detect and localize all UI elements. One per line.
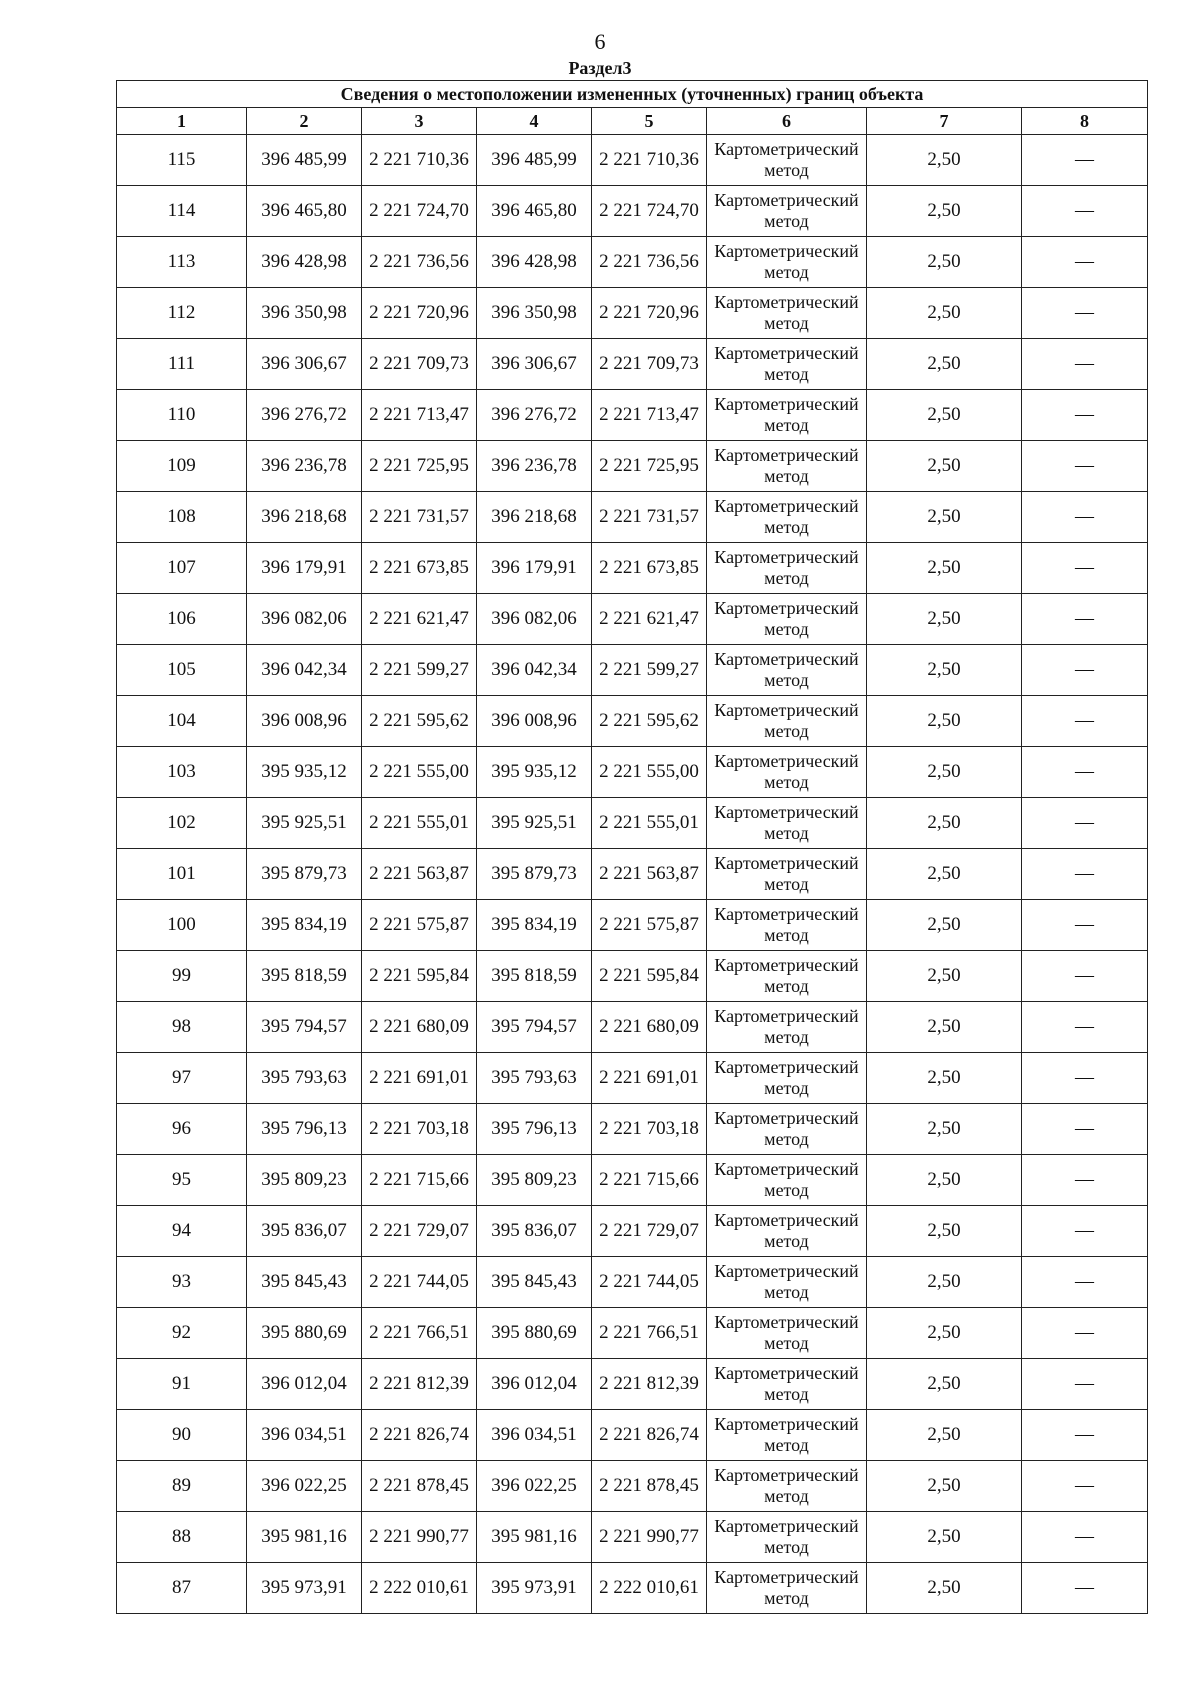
cell-x-old: 395 794,57 <box>247 1002 362 1053</box>
cell-description: — <box>1022 441 1148 492</box>
cell-x-new: 395 796,13 <box>477 1104 592 1155</box>
column-number-4: 4 <box>477 108 592 135</box>
cell-method: Картометрический метод <box>707 390 867 441</box>
cell-x-old: 396 236,78 <box>247 441 362 492</box>
cell-precision: 2,50 <box>867 186 1022 237</box>
cell-precision: 2,50 <box>867 951 1022 1002</box>
cell-description: — <box>1022 747 1148 798</box>
cell-description: — <box>1022 1155 1148 1206</box>
cell-method: Картометрический метод <box>707 288 867 339</box>
cell-x-new: 396 022,25 <box>477 1461 592 1512</box>
cell-y-new: 2 221 595,62 <box>592 696 707 747</box>
cell-precision: 2,50 <box>867 1410 1022 1461</box>
cell-description: — <box>1022 492 1148 543</box>
cell-description: — <box>1022 1257 1148 1308</box>
cell-point-number: 113 <box>117 237 247 288</box>
cell-x-old: 396 485,99 <box>247 135 362 186</box>
cell-point-number: 110 <box>117 390 247 441</box>
cell-point-number: 109 <box>117 441 247 492</box>
cell-point-number: 102 <box>117 798 247 849</box>
cell-x-old: 395 834,19 <box>247 900 362 951</box>
cell-precision: 2,50 <box>867 237 1022 288</box>
cell-y-old: 2 221 731,57 <box>362 492 477 543</box>
cell-point-number: 105 <box>117 645 247 696</box>
cell-description: — <box>1022 849 1148 900</box>
cell-y-old: 2 221 724,70 <box>362 186 477 237</box>
cell-y-old: 2 221 878,45 <box>362 1461 477 1512</box>
cell-precision: 2,50 <box>867 1104 1022 1155</box>
cell-point-number: 99 <box>117 951 247 1002</box>
cell-method: Картометрический метод <box>707 492 867 543</box>
cell-method: Картометрический метод <box>707 1104 867 1155</box>
cell-x-new: 396 236,78 <box>477 441 592 492</box>
cell-x-old: 395 981,16 <box>247 1512 362 1563</box>
cell-method: Картометрический метод <box>707 1359 867 1410</box>
table-row <box>117 900 1148 951</box>
cell-method: Картометрический метод <box>707 849 867 900</box>
cell-precision: 2,50 <box>867 747 1022 798</box>
cell-y-old: 2 221 812,39 <box>362 1359 477 1410</box>
cell-y-new: 2 221 691,01 <box>592 1053 707 1104</box>
cell-y-new: 2 221 715,66 <box>592 1155 707 1206</box>
table-row <box>117 951 1148 1002</box>
cell-y-old: 2 221 736,56 <box>362 237 477 288</box>
cell-x-new: 396 306,67 <box>477 339 592 390</box>
table-row <box>117 1308 1148 1359</box>
cell-precision: 2,50 <box>867 1053 1022 1104</box>
cell-description: — <box>1022 237 1148 288</box>
cell-x-new: 395 935,12 <box>477 747 592 798</box>
cell-precision: 2,50 <box>867 1308 1022 1359</box>
cell-method: Картометрический метод <box>707 135 867 186</box>
table-body <box>117 135 1148 1614</box>
cell-x-old: 395 925,51 <box>247 798 362 849</box>
cell-x-old: 395 793,63 <box>247 1053 362 1104</box>
cell-x-old: 396 008,96 <box>247 696 362 747</box>
table-row <box>117 492 1148 543</box>
cell-description: — <box>1022 186 1148 237</box>
cell-method: Картометрический метод <box>707 441 867 492</box>
cell-precision: 2,50 <box>867 645 1022 696</box>
cell-method: Картометрический метод <box>707 1461 867 1512</box>
cell-y-old: 2 221 703,18 <box>362 1104 477 1155</box>
cell-y-new: 2 221 744,05 <box>592 1257 707 1308</box>
cell-point-number: 114 <box>117 186 247 237</box>
cell-y-new: 2 221 673,85 <box>592 543 707 594</box>
cell-point-number: 111 <box>117 339 247 390</box>
cell-description: — <box>1022 543 1148 594</box>
cell-method: Картометрический метод <box>707 1002 867 1053</box>
column-number-3: 3 <box>362 108 477 135</box>
table-row <box>117 543 1148 594</box>
cell-point-number: 93 <box>117 1257 247 1308</box>
cell-method: Картометрический метод <box>707 1563 867 1614</box>
table-row <box>117 849 1148 900</box>
cell-y-old: 2 221 826,74 <box>362 1410 477 1461</box>
cell-x-old: 396 465,80 <box>247 186 362 237</box>
cell-point-number: 90 <box>117 1410 247 1461</box>
cell-method: Картометрический метод <box>707 645 867 696</box>
cell-point-number: 89 <box>117 1461 247 1512</box>
cell-y-new: 2 221 599,27 <box>592 645 707 696</box>
cell-y-new: 2 221 703,18 <box>592 1104 707 1155</box>
cell-precision: 2,50 <box>867 135 1022 186</box>
cell-x-new: 395 794,57 <box>477 1002 592 1053</box>
page-number: 6 <box>594 29 606 54</box>
cell-method: Картометрический метод <box>707 1257 867 1308</box>
cell-y-old: 2 221 563,87 <box>362 849 477 900</box>
cell-point-number: 95 <box>117 1155 247 1206</box>
cell-y-new: 2 221 713,47 <box>592 390 707 441</box>
table-row <box>117 1461 1148 1512</box>
cell-x-new: 396 034,51 <box>477 1410 592 1461</box>
cell-y-old: 2 221 621,47 <box>362 594 477 645</box>
cell-precision: 2,50 <box>867 900 1022 951</box>
cell-x-new: 395 973,91 <box>477 1563 592 1614</box>
cell-y-new: 2 221 736,56 <box>592 237 707 288</box>
cell-x-old: 395 836,07 <box>247 1206 362 1257</box>
cell-y-new: 2 221 766,51 <box>592 1308 707 1359</box>
cell-description: — <box>1022 1002 1148 1053</box>
cell-x-old: 396 276,72 <box>247 390 362 441</box>
cell-y-new: 2 221 990,77 <box>592 1512 707 1563</box>
cell-y-old: 2 221 710,36 <box>362 135 477 186</box>
table-row <box>117 594 1148 645</box>
cell-x-new: 396 042,34 <box>477 645 592 696</box>
cell-method: Картометрический метод <box>707 1512 867 1563</box>
cell-description: — <box>1022 288 1148 339</box>
cell-x-new: 396 012,04 <box>477 1359 592 1410</box>
cell-x-new: 395 880,69 <box>477 1308 592 1359</box>
column-number-7: 7 <box>867 108 1022 135</box>
cell-method: Картометрический метод <box>707 951 867 1002</box>
cell-x-old: 395 818,59 <box>247 951 362 1002</box>
cell-method: Картометрический метод <box>707 798 867 849</box>
cell-y-new: 2 221 710,36 <box>592 135 707 186</box>
cell-x-old: 396 082,06 <box>247 594 362 645</box>
cell-y-new: 2 221 720,96 <box>592 288 707 339</box>
cell-x-old: 396 022,25 <box>247 1461 362 1512</box>
cell-y-new: 2 221 826,74 <box>592 1410 707 1461</box>
cell-y-old: 2 221 766,51 <box>362 1308 477 1359</box>
cell-point-number: 108 <box>117 492 247 543</box>
cell-y-new: 2 221 729,07 <box>592 1206 707 1257</box>
cell-point-number: 106 <box>117 594 247 645</box>
column-number-6: 6 <box>707 108 867 135</box>
cell-y-old: 2 221 713,47 <box>362 390 477 441</box>
cell-point-number: 104 <box>117 696 247 747</box>
cell-description: — <box>1022 900 1148 951</box>
cell-x-new: 396 082,06 <box>477 594 592 645</box>
cell-method: Картометрический метод <box>707 1155 867 1206</box>
cell-x-new: 395 845,43 <box>477 1257 592 1308</box>
cell-description: — <box>1022 135 1148 186</box>
cell-x-old: 396 012,04 <box>247 1359 362 1410</box>
table-row <box>117 288 1148 339</box>
cell-point-number: 88 <box>117 1512 247 1563</box>
cell-precision: 2,50 <box>867 696 1022 747</box>
cell-point-number: 112 <box>117 288 247 339</box>
cell-precision: 2,50 <box>867 339 1022 390</box>
cell-x-old: 396 350,98 <box>247 288 362 339</box>
cell-point-number: 101 <box>117 849 247 900</box>
cell-y-new: 2 221 725,95 <box>592 441 707 492</box>
table-row <box>117 1104 1148 1155</box>
column-number-2: 2 <box>247 108 362 135</box>
cell-x-old: 396 179,91 <box>247 543 362 594</box>
table-row <box>117 1410 1148 1461</box>
cell-description: — <box>1022 1053 1148 1104</box>
cell-y-old: 2 221 725,95 <box>362 441 477 492</box>
table-row <box>117 390 1148 441</box>
cell-point-number: 100 <box>117 900 247 951</box>
cell-precision: 2,50 <box>867 1512 1022 1563</box>
cell-x-old: 395 845,43 <box>247 1257 362 1308</box>
cell-x-old: 396 428,98 <box>247 237 362 288</box>
cell-method: Картометрический метод <box>707 1308 867 1359</box>
cell-y-old: 2 221 555,01 <box>362 798 477 849</box>
cell-y-new: 2 221 563,87 <box>592 849 707 900</box>
cell-x-old: 395 935,12 <box>247 747 362 798</box>
cell-x-old: 395 973,91 <box>247 1563 362 1614</box>
cell-precision: 2,50 <box>867 390 1022 441</box>
cell-precision: 2,50 <box>867 798 1022 849</box>
cell-x-old: 396 218,68 <box>247 492 362 543</box>
cell-method: Картометрический метод <box>707 1206 867 1257</box>
cell-y-old: 2 221 575,87 <box>362 900 477 951</box>
cell-precision: 2,50 <box>867 288 1022 339</box>
cell-x-old: 396 042,34 <box>247 645 362 696</box>
cell-point-number: 92 <box>117 1308 247 1359</box>
table-row <box>117 747 1148 798</box>
cell-y-new: 2 221 709,73 <box>592 339 707 390</box>
cell-y-new: 2 221 555,01 <box>592 798 707 849</box>
table-row <box>117 1359 1148 1410</box>
cell-precision: 2,50 <box>867 849 1022 900</box>
table-row <box>117 1206 1148 1257</box>
cell-point-number: 94 <box>117 1206 247 1257</box>
cell-precision: 2,50 <box>867 441 1022 492</box>
cell-description: — <box>1022 798 1148 849</box>
cell-x-new: 396 428,98 <box>477 237 592 288</box>
cell-description: — <box>1022 696 1148 747</box>
cell-x-new: 395 879,73 <box>477 849 592 900</box>
table-row <box>117 186 1148 237</box>
cell-x-new: 396 485,99 <box>477 135 592 186</box>
cell-precision: 2,50 <box>867 543 1022 594</box>
cell-y-old: 2 221 744,05 <box>362 1257 477 1308</box>
cell-method: Картометрический метод <box>707 747 867 798</box>
cell-precision: 2,50 <box>867 1155 1022 1206</box>
cell-method: Картометрический метод <box>707 1410 867 1461</box>
cell-description: — <box>1022 1359 1148 1410</box>
cell-description: — <box>1022 1512 1148 1563</box>
cell-x-new: 396 276,72 <box>477 390 592 441</box>
cell-y-old: 2 221 673,85 <box>362 543 477 594</box>
cell-precision: 2,50 <box>867 1257 1022 1308</box>
cell-method: Картометрический метод <box>707 237 867 288</box>
cell-y-old: 2 222 010,61 <box>362 1563 477 1614</box>
table-row <box>117 1512 1148 1563</box>
table-row <box>117 441 1148 492</box>
column-number-5: 5 <box>592 108 707 135</box>
cell-precision: 2,50 <box>867 1359 1022 1410</box>
cell-precision: 2,50 <box>867 1002 1022 1053</box>
cell-description: — <box>1022 1461 1148 1512</box>
section-title: Раздел3 <box>568 58 632 78</box>
cell-description: — <box>1022 390 1148 441</box>
cell-x-new: 395 836,07 <box>477 1206 592 1257</box>
cell-x-old: 396 306,67 <box>247 339 362 390</box>
cell-y-old: 2 221 720,96 <box>362 288 477 339</box>
cell-y-old: 2 221 691,01 <box>362 1053 477 1104</box>
cell-precision: 2,50 <box>867 492 1022 543</box>
cell-method: Картометрический метод <box>707 1053 867 1104</box>
cell-description: — <box>1022 1206 1148 1257</box>
table-row <box>117 1002 1148 1053</box>
cell-precision: 2,50 <box>867 1206 1022 1257</box>
cell-y-new: 2 222 010,61 <box>592 1563 707 1614</box>
cell-y-old: 2 221 555,00 <box>362 747 477 798</box>
table-row <box>117 135 1148 186</box>
cell-y-new: 2 221 878,45 <box>592 1461 707 1512</box>
cell-x-new: 396 350,98 <box>477 288 592 339</box>
cell-x-new: 395 981,16 <box>477 1512 592 1563</box>
cell-description: — <box>1022 1104 1148 1155</box>
cell-point-number: 103 <box>117 747 247 798</box>
cell-y-old: 2 221 595,62 <box>362 696 477 747</box>
cell-x-old: 395 879,73 <box>247 849 362 900</box>
coordinates-table <box>116 80 1148 1614</box>
cell-description: — <box>1022 339 1148 390</box>
cell-precision: 2,50 <box>867 594 1022 645</box>
cell-x-new: 395 809,23 <box>477 1155 592 1206</box>
cell-x-new: 395 834,19 <box>477 900 592 951</box>
cell-method: Картометрический метод <box>707 339 867 390</box>
cell-method: Картометрический метод <box>707 900 867 951</box>
table-caption: Сведения о местоположении измененных (уточненных) границ объекта <box>117 81 1148 108</box>
cell-y-old: 2 221 595,84 <box>362 951 477 1002</box>
cell-precision: 2,50 <box>867 1563 1022 1614</box>
table-row <box>117 237 1148 288</box>
cell-method: Картометрический метод <box>707 543 867 594</box>
cell-y-new: 2 221 555,00 <box>592 747 707 798</box>
cell-point-number: 107 <box>117 543 247 594</box>
cell-point-number: 98 <box>117 1002 247 1053</box>
cell-y-new: 2 221 731,57 <box>592 492 707 543</box>
cell-description: — <box>1022 951 1148 1002</box>
cell-y-old: 2 221 990,77 <box>362 1512 477 1563</box>
column-number-1: 1 <box>117 108 247 135</box>
cell-method: Картометрический метод <box>707 696 867 747</box>
table-row <box>117 645 1148 696</box>
column-number-8: 8 <box>1022 108 1148 135</box>
cell-description: — <box>1022 594 1148 645</box>
cell-y-new: 2 221 575,87 <box>592 900 707 951</box>
cell-point-number: 91 <box>117 1359 247 1410</box>
cell-y-new: 2 221 621,47 <box>592 594 707 645</box>
cell-x-new: 396 465,80 <box>477 186 592 237</box>
cell-x-new: 395 925,51 <box>477 798 592 849</box>
table-row <box>117 1563 1148 1614</box>
column-number-row <box>117 108 1148 135</box>
cell-y-old: 2 221 729,07 <box>362 1206 477 1257</box>
cell-x-new: 396 218,68 <box>477 492 592 543</box>
cell-x-new: 396 008,96 <box>477 696 592 747</box>
cell-point-number: 87 <box>117 1563 247 1614</box>
cell-point-number: 115 <box>117 135 247 186</box>
cell-method: Картометрический метод <box>707 186 867 237</box>
cell-y-old: 2 221 709,73 <box>362 339 477 390</box>
table-row <box>117 1257 1148 1308</box>
cell-y-new: 2 221 812,39 <box>592 1359 707 1410</box>
cell-point-number: 96 <box>117 1104 247 1155</box>
cell-point-number: 97 <box>117 1053 247 1104</box>
cell-description: — <box>1022 1308 1148 1359</box>
table-row <box>117 1053 1148 1104</box>
cell-precision: 2,50 <box>867 1461 1022 1512</box>
cell-x-new: 395 793,63 <box>477 1053 592 1104</box>
cell-description: — <box>1022 645 1148 696</box>
cell-x-old: 395 796,13 <box>247 1104 362 1155</box>
table-row <box>117 798 1148 849</box>
cell-y-old: 2 221 680,09 <box>362 1002 477 1053</box>
table-row <box>117 696 1148 747</box>
cell-y-old: 2 221 715,66 <box>362 1155 477 1206</box>
cell-x-old: 395 809,23 <box>247 1155 362 1206</box>
cell-description: — <box>1022 1410 1148 1461</box>
cell-y-old: 2 221 599,27 <box>362 645 477 696</box>
cell-y-new: 2 221 724,70 <box>592 186 707 237</box>
cell-y-new: 2 221 595,84 <box>592 951 707 1002</box>
table-row <box>117 339 1148 390</box>
cell-description: — <box>1022 1563 1148 1614</box>
cell-method: Картометрический метод <box>707 594 867 645</box>
cell-x-new: 396 179,91 <box>477 543 592 594</box>
cell-x-old: 396 034,51 <box>247 1410 362 1461</box>
table-row <box>117 1155 1148 1206</box>
cell-x-old: 395 880,69 <box>247 1308 362 1359</box>
cell-y-new: 2 221 680,09 <box>592 1002 707 1053</box>
cell-x-new: 395 818,59 <box>477 951 592 1002</box>
